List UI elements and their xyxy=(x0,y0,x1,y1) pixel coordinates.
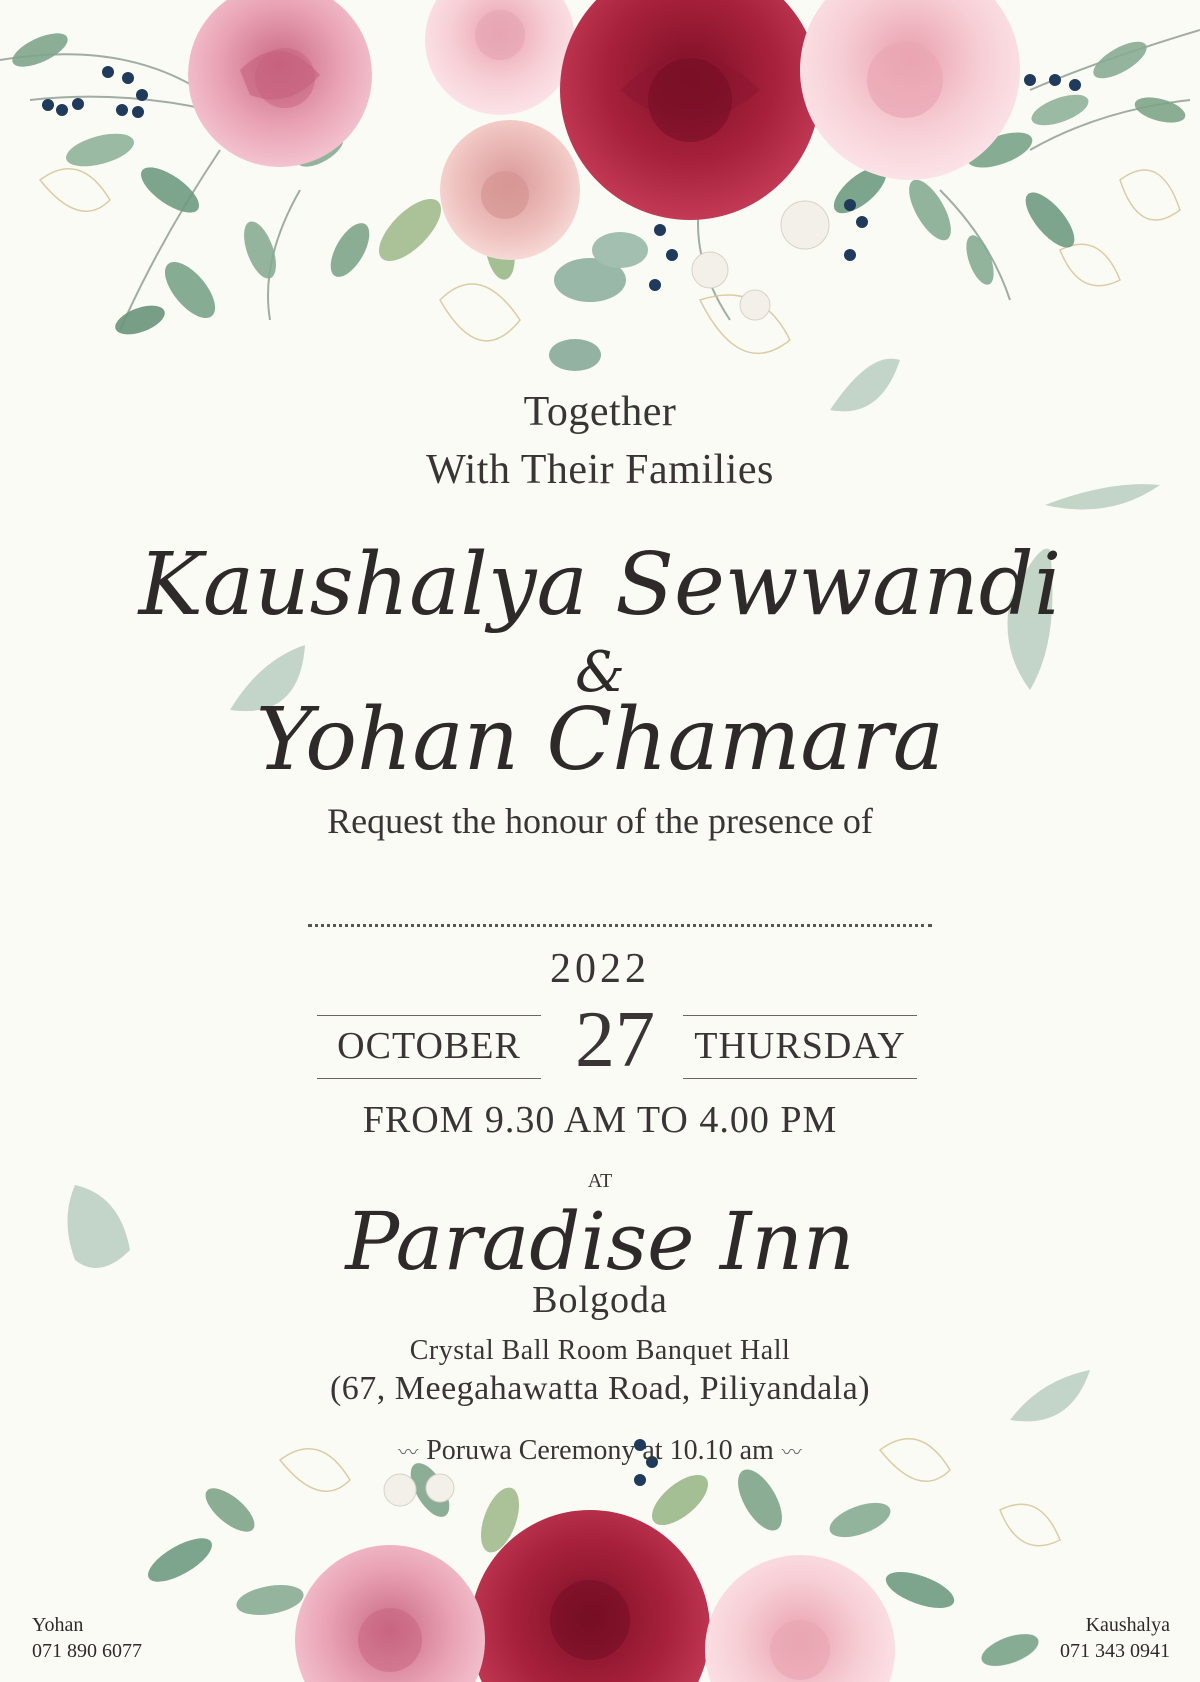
event-day: 27 xyxy=(575,996,655,1084)
venue-location: Bolgoda xyxy=(532,1279,668,1321)
contact-right-name: Kaushalya xyxy=(1085,1614,1170,1636)
contact-left-name: Yohan xyxy=(32,1614,84,1636)
contact-left xyxy=(32,1612,142,1664)
intro-line-2: With Their Families xyxy=(426,447,774,493)
request-line: Request the honour of the presence of xyxy=(327,801,873,841)
contact-left-phone: 071 890 6077 xyxy=(32,1640,142,1662)
event-time: FROM 9.30 AM TO 4.00 PM xyxy=(362,1099,838,1141)
hall-name: Crystal Ball Room Banquet Hall xyxy=(409,1335,791,1366)
contact-right-phone: 071 343 0941 xyxy=(1060,1640,1170,1662)
bride-name: Kaushalya Sewwandi xyxy=(138,535,1062,635)
intro-line-1: Together xyxy=(523,389,677,435)
event-month: OCTOBER xyxy=(337,1025,521,1067)
groom-name: Yohan Chamara xyxy=(255,690,945,790)
guest-name-dotted-line xyxy=(308,924,932,927)
venue-address: (67, Meegahawatta Road, Piliyandala) xyxy=(329,1370,871,1407)
contact-right xyxy=(1060,1612,1170,1664)
flourish-left-icon: 〰 xyxy=(398,1442,419,1464)
at-label: AT xyxy=(587,1170,613,1192)
ceremony-text: Poruwa Ceremony at 10.10 am xyxy=(426,1435,774,1466)
event-weekday: THURSDAY xyxy=(694,1025,906,1067)
venue-name: Paradise Inn xyxy=(345,1195,855,1288)
event-year: 2022 xyxy=(550,946,650,992)
ampersand: & xyxy=(575,640,625,705)
flourish-right-icon: 〰 xyxy=(781,1442,802,1464)
ceremony-line xyxy=(0,1435,1200,1467)
